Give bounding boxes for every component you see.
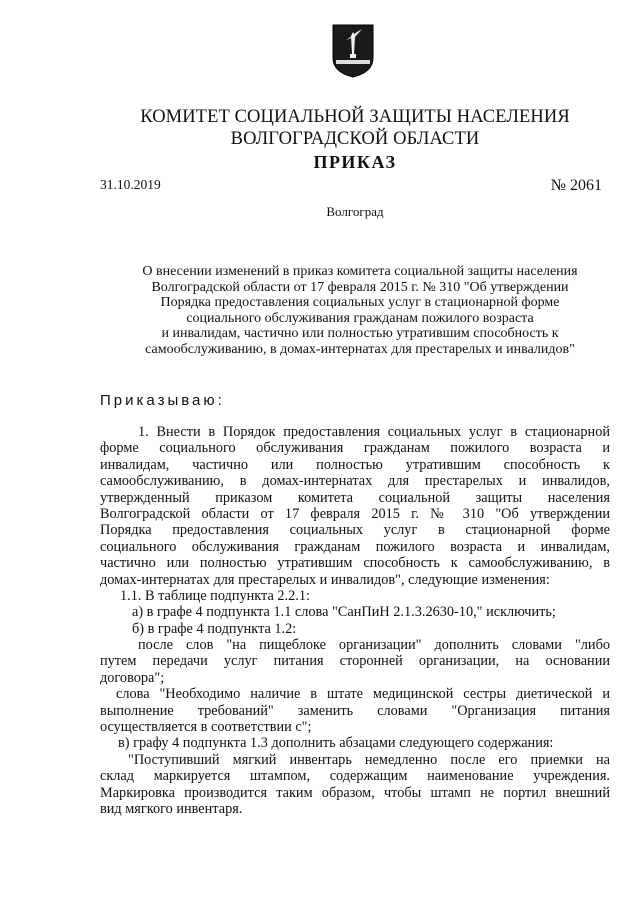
order-subject bbox=[110, 264, 610, 357]
body-line: осуществляется в соответствии с"; bbox=[100, 719, 312, 736]
document-date: 31.10.2019 bbox=[100, 177, 161, 192]
organization-name-line2: ВОЛГОГРАДСКОЙ ОБЛАСТИ bbox=[230, 129, 480, 149]
body-line: б) в графе 4 подпункта 1.2: bbox=[132, 620, 297, 637]
subject-line: Волгоградской области от 17 февраля 2015 г. № 310 "Об утверждении bbox=[151, 279, 569, 295]
body-line: склад маркируется штампом, содержащим наименование учреждения. bbox=[100, 768, 610, 785]
body-line: договора"; bbox=[100, 669, 165, 686]
body-line: выполнение требований" заменить словами "Организация питания bbox=[100, 702, 610, 719]
body-line: утвержденный приказом комитета социальной защиты населения bbox=[100, 489, 610, 506]
document-type-heading: ПРИКАЗ bbox=[313, 152, 397, 172]
body-line: Маркировка производится таким образом, чтобы штамп не портил внешний bbox=[100, 784, 610, 801]
body-line: путем передачи услуг питания сторонней организации, на основании bbox=[100, 653, 610, 670]
body-line: самообслуживанию, в домах-интернатах для престарелых и инвалидов, bbox=[100, 473, 610, 490]
order-body bbox=[100, 424, 610, 817]
subject-line: и инвалидам, частично или полностью утратившим способность к bbox=[161, 326, 559, 341]
document-number: № 2061 bbox=[550, 177, 602, 194]
body-line: вид мягкого инвентаря. bbox=[100, 800, 243, 817]
body-line: "Поступивший мягкий инвентарь немедленно после его приемки на bbox=[128, 751, 610, 768]
body-line: домах-интернатах для престарелых и инвалидов", следующие изменения: bbox=[100, 571, 550, 588]
subject-line: социального обслуживания гражданам пожилого возраста bbox=[186, 310, 534, 326]
order-directive-word: Приказываю: bbox=[100, 392, 225, 409]
body-line: 1. Внести в Порядок предоставления социальных услуг в стационарной bbox=[138, 424, 610, 440]
body-line: Порядка предоставления социальных услуг в стационарной форме bbox=[100, 522, 610, 539]
body-line: после слов "на пищеблоке организации" дополнить словами "либо bbox=[138, 637, 610, 654]
body-line: а) в графе 4 подпункта 1.1 слова "СанПиН 2.1.3.2630-10," исключить; bbox=[132, 604, 556, 621]
body-line: форме социального обслуживания гражданам пожилого возраста и bbox=[100, 440, 610, 457]
body-line: 1.1. В таблице подпункта 2.2.1: bbox=[120, 587, 310, 604]
document-city: Волгоград bbox=[326, 204, 384, 219]
subject-line: Порядка предоставления социальных услуг в стационарной форме bbox=[160, 295, 560, 310]
organization-name-line1: КОМИТЕТ СОЦИАЛЬНОЙ ЗАЩИТЫ НАСЕЛЕНИЯ bbox=[140, 107, 570, 127]
body-line: Волгоградской области от 17 февраля 2015 г. № 310 "Об утверждении bbox=[100, 505, 610, 522]
subject-line: самообслуживанию, в домах-интернатах для престарелых и инвалидов" bbox=[145, 341, 575, 357]
body-line: в) графу 4 подпункта 1.3 дополнить абзацами следующего содержания: bbox=[118, 735, 554, 752]
body-line: частично или полностью утратившим способность к самообслуживанию, в bbox=[100, 555, 610, 572]
volgograd-emblem-icon bbox=[332, 24, 374, 78]
body-line: слова "Необходимо наличие в штате медицинской сестры диетической и bbox=[116, 686, 610, 703]
body-line: социального обслуживания гражданам пожилого возраста и инвалидам, bbox=[100, 538, 610, 555]
body-line: инвалидам, частично или полностью утратившим способность к bbox=[100, 456, 610, 473]
subject-line: О внесении изменений в приказ комитета социальной защиты населения bbox=[142, 264, 578, 279]
